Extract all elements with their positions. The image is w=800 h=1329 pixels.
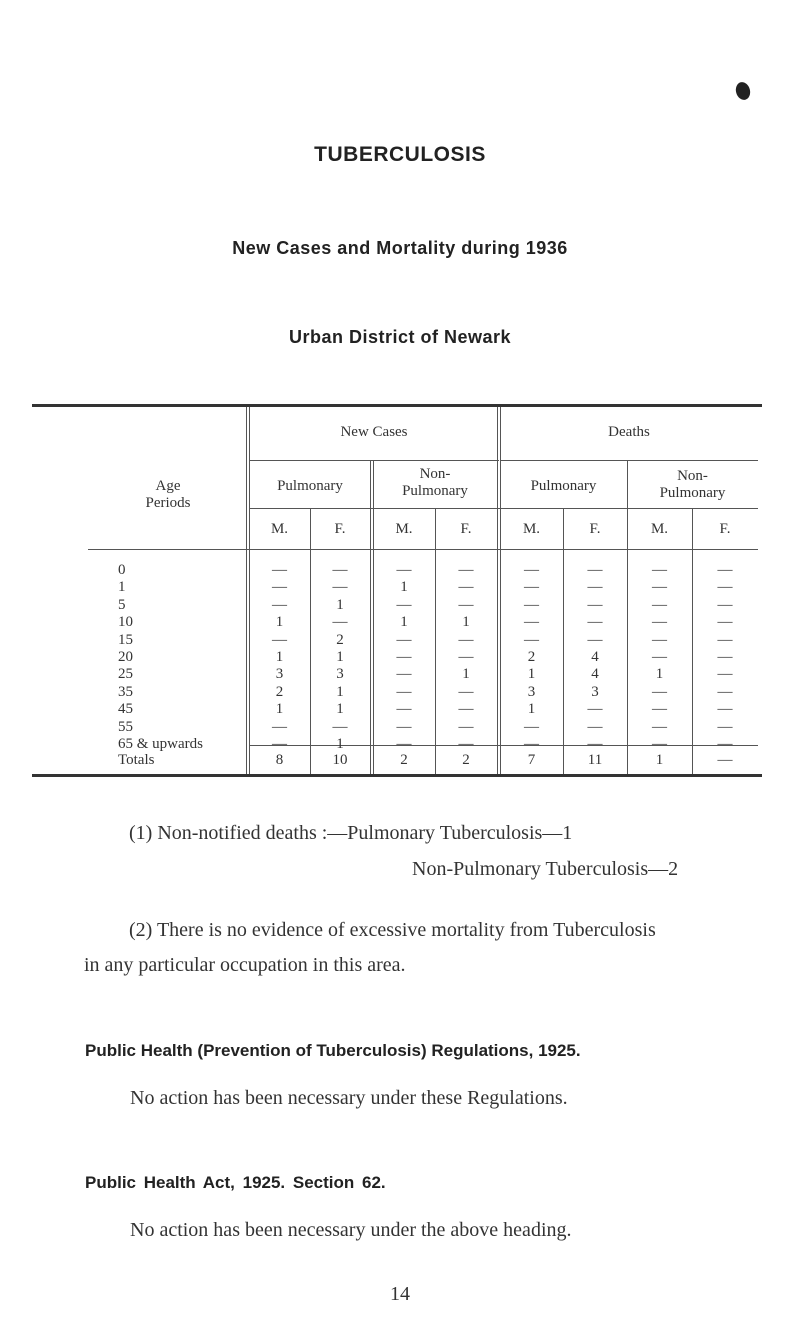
note-2-line-1: (2) There is no evidence of excessive mortality from Tuberculosis [129, 919, 656, 941]
table-cell: 4 [591, 666, 599, 682]
table-cell: — [652, 614, 667, 630]
table-cell: — [524, 579, 539, 595]
header-line [249, 460, 499, 461]
table-cell: — [396, 562, 412, 578]
header-sex: F. [460, 521, 472, 537]
table-cell: 1 [400, 614, 408, 630]
table-cell: — [458, 684, 474, 700]
totals-cell: 2 [462, 752, 470, 768]
table-cell: — [652, 632, 667, 648]
header-new-cases: New Cases [340, 424, 408, 440]
table-cell: — [524, 562, 539, 578]
table-cell: 1 [400, 579, 408, 595]
table-cell: — [652, 562, 667, 578]
table-cell: — [524, 719, 539, 735]
table-cell: — [652, 719, 667, 735]
table-cell: — [717, 579, 733, 595]
age-period-cell: 55 [118, 719, 133, 735]
table-cell: — [524, 632, 539, 648]
section-text-regulations: No action has been necessary under these Regulations. [130, 1087, 568, 1109]
table-cell: — [272, 632, 287, 648]
header-sex: M. [395, 521, 413, 537]
age-period-cell: 10 [118, 614, 133, 630]
table-cell: — [587, 632, 603, 648]
totals-cell: 11 [587, 752, 603, 768]
table-cell: — [717, 684, 733, 700]
table-cell: — [272, 562, 287, 578]
table-cell: — [717, 614, 733, 630]
table-cell: — [587, 579, 603, 595]
header-line [249, 508, 758, 509]
table-cell: — [396, 597, 412, 613]
totals-cell: — [717, 752, 733, 768]
age-period-cell: 45 [118, 701, 133, 717]
table-cell: — [587, 597, 603, 613]
header-sex: M. [522, 521, 541, 537]
age-period-cell: 35 [118, 684, 133, 700]
table-cell: — [717, 701, 733, 717]
table-cell: 1 [336, 649, 344, 665]
note-1-line-2: Non-Pulmonary Tuberculosis—2 [412, 858, 679, 880]
section-heading-regulations: Public Health (Prevention of Tuberculosis) Regulations, 1925. [85, 1041, 581, 1060]
table-cell: 1 [655, 666, 664, 682]
ink-blot [734, 80, 752, 101]
table-bottom-rule [32, 774, 762, 777]
table-cell: 3 [336, 666, 344, 682]
table-cell: 1 [462, 666, 470, 682]
table-cell: — [332, 562, 348, 578]
age-period-cell: 20 [118, 649, 133, 665]
table-cell: — [272, 579, 287, 595]
age-period-cell: 65 & upwards [118, 736, 203, 752]
table-cell: — [458, 701, 474, 717]
header-new-pulmonary: Pulmonary [277, 478, 343, 494]
table-cell: 1 [336, 684, 344, 700]
table-cell: — [717, 719, 733, 735]
table-cell: — [652, 701, 667, 717]
totals-label: Totals [118, 752, 155, 768]
header-line [500, 460, 758, 461]
totals-cell: 8 [275, 752, 284, 768]
table-cell: — [332, 579, 348, 595]
header-age-periods: Age Periods [145, 478, 191, 511]
header-sex: F. [334, 521, 346, 537]
table-cell: 1 [275, 649, 284, 665]
table-cell: — [652, 649, 667, 665]
page-title: TUBERCULOSIS [314, 143, 486, 166]
table-cell: — [524, 597, 539, 613]
district-heading: Urban District of Newark [288, 327, 512, 347]
table-cell: — [587, 719, 603, 735]
page-number: 14 [390, 1283, 410, 1305]
table-cell: — [458, 736, 474, 752]
table-cell: — [272, 719, 287, 735]
table-cell: — [396, 701, 412, 717]
table-cell: 1 [462, 614, 470, 630]
table-cell: 4 [591, 649, 599, 665]
table-cell: — [396, 684, 412, 700]
table-cell: — [587, 614, 603, 630]
table-cell: — [717, 562, 733, 578]
table-cell: — [652, 736, 667, 752]
table-cell: — [717, 666, 733, 682]
table-cell: — [524, 736, 539, 752]
header-sex: M. [270, 521, 289, 537]
table-cell: 3 [591, 684, 599, 700]
table-cell: 2 [336, 632, 344, 648]
table-cell: — [396, 632, 412, 648]
table-cell: — [396, 736, 412, 752]
table-cell: 1 [527, 666, 536, 682]
header-deaths-non-pulmonary: Non- Pulmonary [659, 468, 726, 501]
table-cell: 1 [336, 597, 344, 613]
table-cell: — [587, 736, 603, 752]
table-cell: — [272, 736, 287, 752]
table-cell: — [458, 649, 474, 665]
table-cell: 1 [275, 614, 284, 630]
totals-cell: 2 [400, 752, 408, 768]
table-cell: — [587, 562, 603, 578]
table-cell: — [458, 632, 474, 648]
table-cell: — [652, 579, 667, 595]
header-new-non-pulmonary: Non- Pulmonary [402, 466, 468, 499]
header-deaths: Deaths [608, 424, 650, 440]
table-cell: — [332, 719, 348, 735]
header-deaths-pulmonary: Pulmonary [530, 478, 597, 494]
table-cell: — [458, 597, 474, 613]
table-cell: 1 [275, 701, 284, 717]
header-sex: F. [719, 521, 731, 537]
totals-cell: 7 [527, 752, 536, 768]
table-cell: — [587, 701, 603, 717]
column-divider [370, 460, 371, 774]
column-divider [246, 407, 247, 774]
table-cell: — [396, 719, 412, 735]
table-cell: 1 [336, 736, 344, 752]
table-cell: — [458, 719, 474, 735]
table-cell: — [652, 597, 667, 613]
table-cell: 3 [275, 666, 284, 682]
table-cell: — [272, 597, 287, 613]
table-cell: 1 [336, 701, 344, 717]
header-line [88, 549, 758, 550]
table-cell: — [652, 684, 667, 700]
table-cell: — [458, 562, 474, 578]
table-cell: — [717, 649, 733, 665]
table-cell: — [524, 614, 539, 630]
note-1-line-1: (1) Non-notified deaths :—Pulmonary Tuberculosis—1 [129, 822, 573, 844]
table-cell: — [332, 614, 348, 630]
age-period-cell: 1 [118, 579, 126, 595]
totals-cell: 1 [655, 752, 664, 768]
header-sex: M. [650, 521, 669, 537]
page-subtitle: New Cases and Mortality during 1936 [232, 238, 568, 258]
note-2-line-2: in any particular occupation in this area. [84, 954, 406, 976]
table-cell: — [396, 649, 412, 665]
age-period-cell: 0 [118, 562, 126, 578]
table-cell: — [717, 632, 733, 648]
table-cell: 3 [527, 684, 536, 700]
table-cell: 2 [275, 684, 284, 700]
table-cell: — [396, 666, 412, 682]
table-cell: 1 [527, 701, 536, 717]
table-top-rule [32, 404, 762, 407]
table-cell: 2 [527, 649, 536, 665]
age-period-cell: 15 [118, 632, 133, 648]
header-sex: F. [589, 521, 601, 537]
section-text-act: No action has been necessary under the above heading. [130, 1219, 572, 1241]
age-period-cell: 5 [118, 597, 126, 613]
section-heading-act: Public Health Act, 1925. Section 62. [85, 1173, 386, 1192]
age-period-cell: 25 [118, 666, 133, 682]
table-cell: — [717, 597, 733, 613]
table-cell: — [458, 579, 474, 595]
column-divider [497, 407, 498, 774]
totals-cell: 10 [332, 752, 348, 768]
table-cell: — [717, 736, 733, 752]
